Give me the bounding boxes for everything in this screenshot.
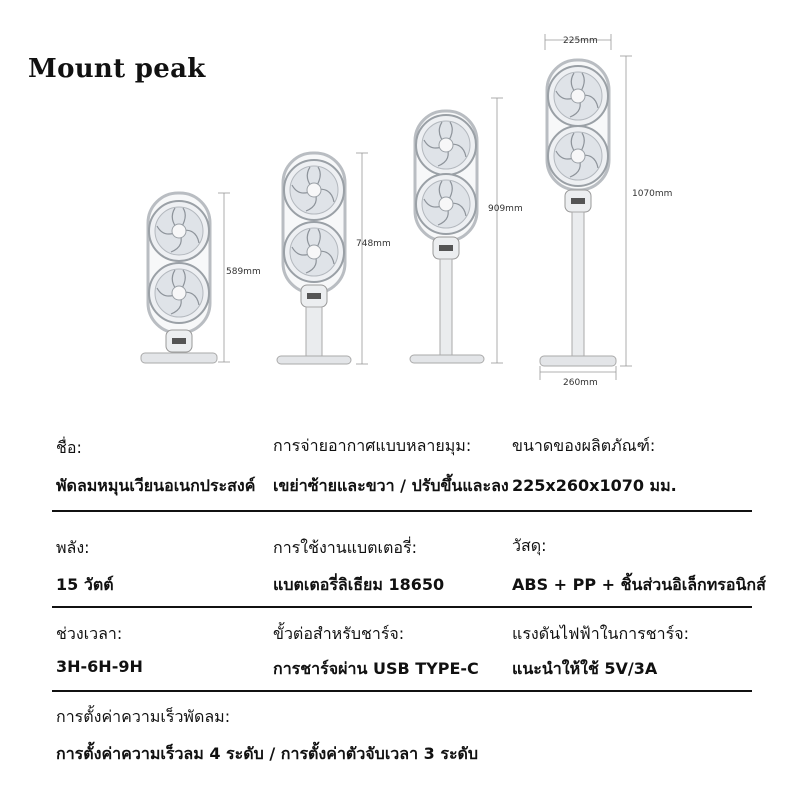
spec-port-label: ขั้วต่อสำหรับชาร์จ: [273, 624, 405, 643]
spec-material-label: วัสดุ: [512, 536, 547, 555]
spec-name-label: ชื่อ: [56, 438, 82, 457]
fan-blade-top-icon [284, 160, 344, 220]
spec-size-label: ขนาดของผลิตภัณฑ์: [512, 436, 656, 455]
spec-size-value: 225x260x1070 มม. [512, 476, 677, 495]
fan-blade-top-icon [416, 115, 476, 175]
spec-material-value: ABS + PP + ชิ้นส่วนอิเล็กทรอนิกส์ [512, 575, 766, 594]
fan-blade-bottom-icon [416, 174, 476, 234]
spec-speed-value: การตั้งค่าความเร็วลม 4 ระดับ / การตั้งค่าตัวจับเวลา 3 ระดับ [56, 744, 479, 763]
fan-blade-top-icon [548, 66, 608, 126]
fan-blade-bottom-icon [284, 222, 344, 282]
divider [52, 606, 752, 608]
spec-airflow-value: เขย่าซ้ายและขวา / ปรับขึ้นและลง [273, 476, 509, 495]
spec-timer-value: 3H-6H-9H [56, 657, 143, 676]
spec-port-value: การชาร์จผ่าน USB TYPE-C [273, 659, 479, 678]
dim-1070-label: 1070mm [632, 189, 673, 199]
fan-589-model [141, 193, 217, 363]
dim-748-label: 748mm [356, 239, 391, 249]
fan-blade-bottom-icon [548, 126, 608, 186]
spec-battery-value: แบตเตอรี่ลิเธียม 18650 [273, 575, 445, 594]
spec-airflow-label: การจ่ายอากาศแบบหลายมุม: [273, 436, 472, 455]
spec-speed-label: การตั้งค่าความเร็วพัดลม: [56, 707, 231, 726]
fan-1070-model [540, 60, 616, 366]
spec-voltage-label: แรงดันไฟฟ้าในการชาร์จ: [512, 624, 689, 643]
spec-name-value: พัดลมหมุนเวียนอเนกประสงค์ [56, 476, 256, 495]
fan-blade-top-icon [149, 201, 209, 261]
spec-battery-label: การใช้งานแบตเตอรี่: [273, 538, 417, 557]
dim-top-width-label: 225mm [563, 36, 598, 46]
dim-909-label: 909mm [488, 204, 523, 214]
brand-title: Mount peak [28, 54, 206, 84]
spec-power-value: 15 วัตต์ [56, 575, 114, 594]
fan-748-model [277, 153, 351, 364]
divider [52, 510, 752, 512]
fan-909-model [410, 111, 484, 363]
dim-base-width-label: 260mm [563, 378, 598, 388]
divider [52, 690, 752, 692]
dim-589-label: 589mm [226, 267, 261, 277]
spec-voltage-value: แนะนำให้ใช้ 5V/3A [512, 659, 658, 678]
spec-timer-label: ช่วงเวลา: [56, 624, 123, 643]
spec-power-label: พลัง: [56, 538, 90, 557]
fan-blade-bottom-icon [149, 263, 209, 323]
